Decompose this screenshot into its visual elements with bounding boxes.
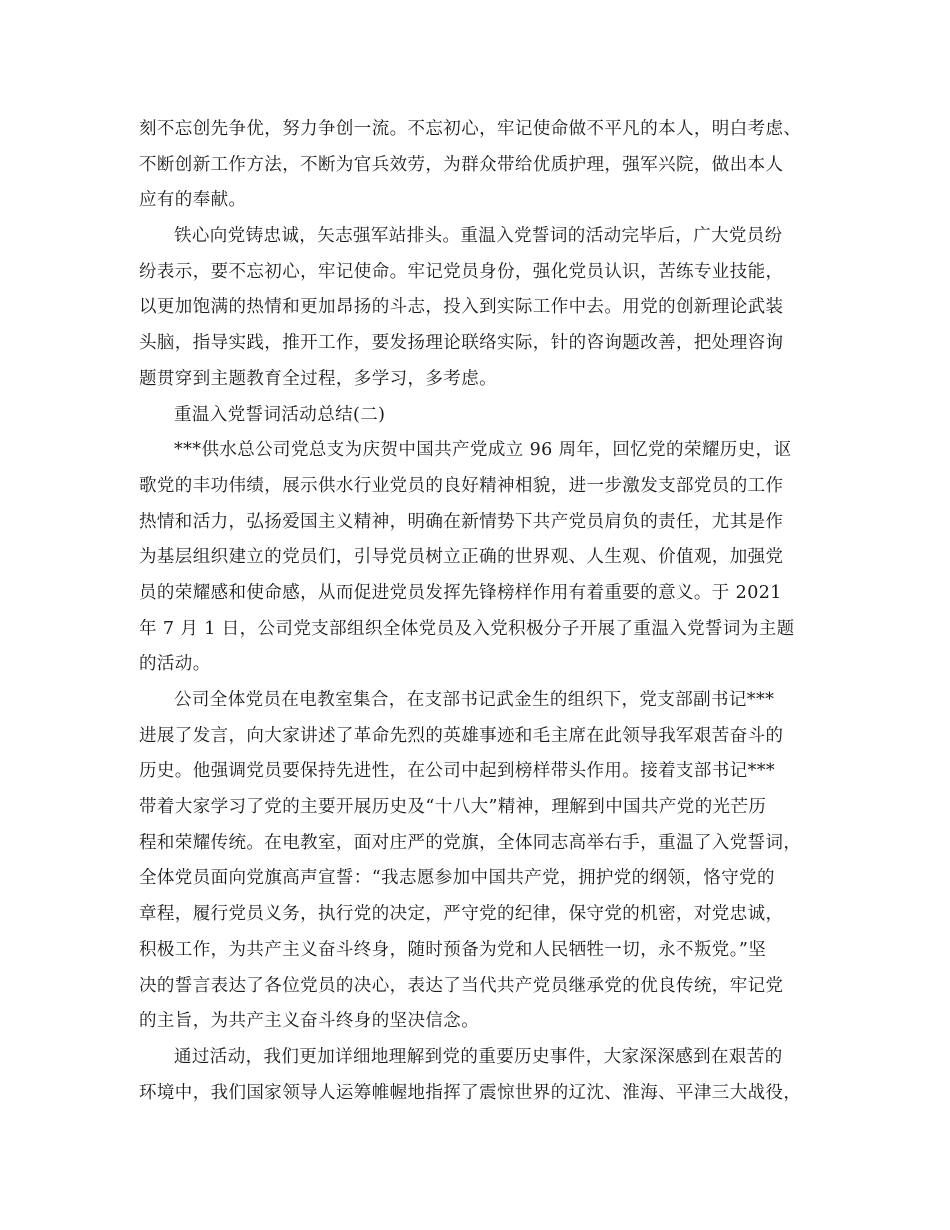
text-line: 年 7 月 1 日，公司党支部组织全体党员及入党积极分子开展了重温入党誓词为主题 bbox=[139, 618, 795, 639]
text-line: 刻不忘创先争优，努力争创一流。不忘初心，牢记使命做不平凡的本人，明白考虑、 bbox=[139, 119, 802, 139]
text-line: 的活动。 bbox=[139, 654, 211, 675]
text-line: 积极工作，为共产主义奋斗终身，随时预备为党和人民牺牲一切，永不叛党。”坚 bbox=[139, 939, 767, 960]
document-body bbox=[139, 112, 829, 1111]
text-line: 的主旨，为共产主义奋斗终身的坚决信念。 bbox=[139, 1011, 480, 1032]
text-line: 重温入党誓词活动总结(二) bbox=[174, 404, 386, 425]
text-line: 环境中，我们国家领导人运筹帷幄地指挥了震惊世界的辽沈、淮海、平津三大战役， bbox=[139, 1082, 802, 1103]
text-line: 决的誓言表达了各位党员的决心，表达了当代共产党员继承党的优良传统，牢记党 bbox=[139, 975, 784, 996]
text-line: 带着大家学习了党的主要开展历史及“十八大”精神，理解到中国共产党的光芒历 bbox=[139, 797, 767, 818]
text-line: 全体党员面向党旗高声宣誓：“我志愿参加中国共产党，拥护党的纲领，恪守党的 bbox=[139, 868, 775, 889]
text-line: 通过活动，我们更加详细地理解到党的重要历史事件，大家深深感到在艰苦的 bbox=[174, 1046, 783, 1067]
text-line: 员的荣耀感和使命感，从而促进党员发挥先锋榜样作用有着重要的意义。于 2021 bbox=[139, 582, 782, 603]
text-line: 应有的奉献。 bbox=[139, 190, 247, 211]
text-line: 不断创新工作方法，不断为官兵效劳，为群众带给优质护理，强军兴院，做出本人 bbox=[139, 154, 784, 175]
text-line: 纷表示，要不忘初心，牢记使命。牢记党员身份，强化党员认识，苦练专业技能， bbox=[139, 261, 784, 282]
text-line: 头脑，指导实践，推开工作，要发扬理论联络实际，针的咨询题改善，把处理咨询 bbox=[139, 333, 784, 354]
text-line: 铁心向党铸忠诚，矢志强军站排头。重温入党誓词的活动完毕后，广大党员纷 bbox=[174, 226, 783, 247]
text-line: 进展了发言，向大家讲述了革命先烈的英雄事迹和毛主席在此领导我军艰苦奋斗的 bbox=[139, 725, 784, 746]
text-line: 程和荣耀传统。在电教室，面对庄严的党旗，全体同志高举右手，重温了入党誓词， bbox=[139, 832, 802, 853]
text-line: 热情和活力，弘扬爱国主义精神，明确在新情势下共产党员肩负的责任，尤其是作 bbox=[139, 511, 784, 532]
text-line: 歌党的丰功伟绩，展示供水行业党员的良好精神相貌，进一步激发支部党员的工作 bbox=[139, 475, 784, 496]
text-line: 为基层组织建立的党员们，引导党员树立正确的世界观、人生观、价值观，加强党 bbox=[139, 547, 784, 568]
text-line: 公司全体党员在电教室集合，在支部书记武金生的组织下，党支部副书记*** bbox=[174, 690, 775, 710]
text-line: 历史。他强调党员要保持先进性，在公司中起到榜样带头作用。接着支部书记*** bbox=[139, 761, 776, 782]
text-line: ***供水总公司党总支为庆贺中国共产党成立 96 周年，回忆党的荣耀历史，讴 bbox=[174, 440, 792, 461]
text-line: 章程，履行党员义务，执行党的决定，严守党的纪律，保守党的机密，对党忠诚， bbox=[139, 904, 784, 925]
text-line: 以更加饱满的热情和更加昂扬的斗志，投入到实际工作中去。用党的创新理论武装 bbox=[139, 297, 784, 318]
text-line: 题贯穿到主题教育全过程，多学习，多考虑。 bbox=[139, 368, 497, 389]
